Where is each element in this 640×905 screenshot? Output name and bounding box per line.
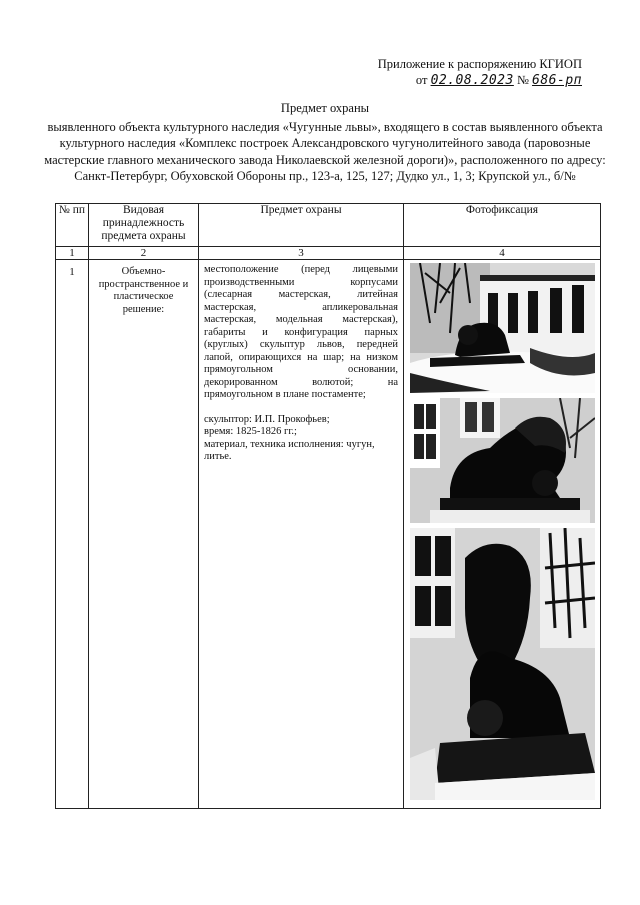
header-type: Видовая принадлежность предмета охраны	[89, 204, 199, 247]
header-num: № пп	[56, 204, 89, 247]
subject-line: местоположение (перед лицевыми	[204, 264, 398, 275]
subject-line: (слесарная мастерская, литейная	[204, 289, 398, 300]
document-title	[40, 100, 610, 185]
row-type: Объемно-пространственное и пластическое решение:	[89, 260, 199, 809]
table-number-row	[56, 247, 601, 260]
appendix-title: Приложение к распоряжению КГИОП	[377, 57, 582, 71]
subject-line: производственными корпусами	[204, 276, 398, 288]
document-subtitle: выявленного объекта культурного наследия «Чугунные львы», входящего в состав выявленного объекта культурного наследия «Комплекс построек Александровского чугунолитейного завода (паровозные мастерские главного механического завода Николаевской железной дороги)», расположенного по адресу: Санкт-Петербург, Обуховской Обороны пр., 123-а, 125, 127; Дудко ул., 1, 3; Крупской ул., б/№	[44, 119, 606, 183]
protection-table	[55, 203, 601, 809]
appendix-number-sign: №	[516, 73, 529, 87]
row-photos	[404, 260, 601, 809]
appendix-number: 686-рп	[532, 73, 582, 88]
table-row	[56, 260, 601, 809]
appendix-block	[342, 56, 582, 89]
subject-material: материал, техника исполнения: чугун, литье.	[204, 438, 375, 462]
header-subject: Предмет охраны	[199, 204, 404, 247]
photo-lion-side	[410, 398, 595, 523]
photo-lion-facade	[410, 263, 595, 393]
appendix-date-line	[342, 72, 582, 89]
photo-lion-closeup	[410, 528, 595, 800]
row-subject	[199, 260, 404, 809]
col-number: 3	[199, 247, 404, 260]
subject-line: прямоугольном в плане постаменте;	[204, 389, 366, 400]
header-photo: Фотофиксация	[404, 204, 601, 247]
subject-line: (круглых) скульптур львов, передней	[204, 339, 398, 350]
document-heading: Предмет охраны	[280, 101, 370, 115]
row-number: 1	[56, 260, 89, 809]
subject-line: габариты и конфигурация парных	[204, 326, 398, 338]
subject-line: декорированном волютой; на	[204, 376, 398, 388]
subject-line: мастерская, модельная мастерская),	[204, 314, 398, 325]
subject-line: мастерская, апликеровальная	[204, 301, 398, 313]
subject-line: лапой, опирающихся на шар; на низком	[204, 351, 398, 363]
col-number: 1	[56, 247, 89, 260]
subject-time: время: 1825-1826 гг.;	[204, 426, 297, 437]
subject-line: прямоугольном основании,	[204, 364, 398, 375]
subject-sculptor: скульптор: И.П. Прокофьев;	[204, 413, 330, 425]
appendix-from: от	[415, 73, 428, 87]
col-number: 4	[404, 247, 601, 260]
appendix-date: 02.08.2023	[430, 73, 514, 88]
table-header-row	[56, 204, 601, 247]
col-number: 2	[89, 247, 199, 260]
